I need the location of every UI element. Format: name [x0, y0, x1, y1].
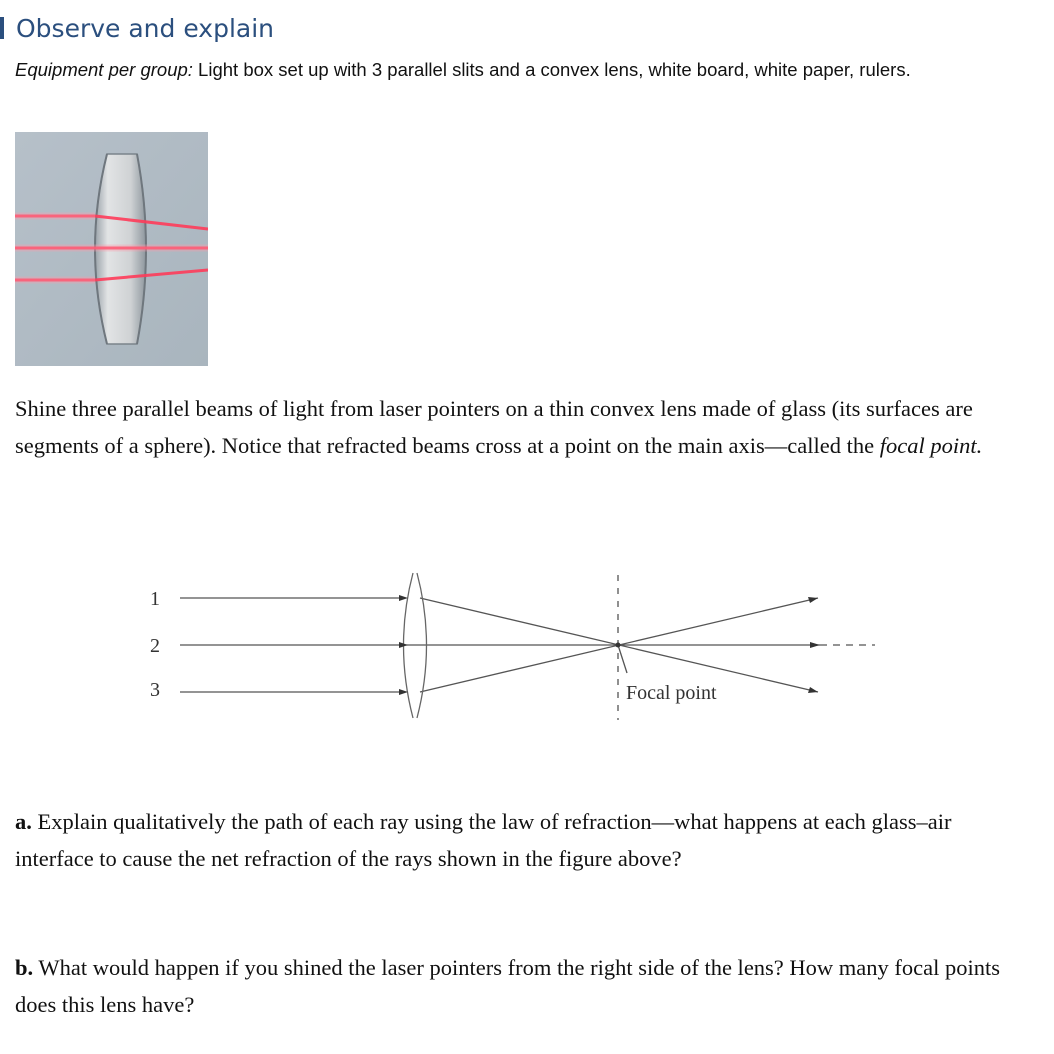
ray-diagram-svg [140, 565, 900, 725]
page-title: Observe and explain [16, 13, 274, 43]
intro-text: Shine three parallel beams of light from laser pointers on a thin convex lens made of glass (its surfaces are segments of a sphere). Notice that refracted beams cross at a point on the main axis—called the [15, 396, 973, 458]
question-b-label: b. [15, 955, 34, 980]
question-a-text: Explain qualitatively the path of each ray using the law of refraction—what happens at each glass–air interface to cause the net refraction of the rays shown in the figure above? [15, 809, 952, 871]
question-b-text: What would happen if you shined the laser pointers from the right side of the lens? How many focal points does this lens have? [15, 955, 1001, 1017]
section-heading [0, 8, 274, 48]
ray-label-3: 3 [150, 679, 160, 701]
focal-point-label: Focal point [626, 682, 717, 704]
ray-label-1: 1 [150, 588, 160, 610]
ray-diagram [140, 565, 900, 725]
question-a-label: a. [15, 809, 32, 834]
question-b [15, 949, 1025, 1023]
intro-paragraph [15, 390, 1025, 464]
heading-marker [0, 17, 4, 39]
equipment-label: Equipment per group: [15, 59, 193, 80]
equipment-text: Light box set up with 3 parallel slits and a convex lens, white board, white paper, rulers. [192, 59, 911, 80]
lens-photo [15, 132, 208, 366]
focal-point-term: focal point. [879, 433, 983, 458]
ray-label-2: 2 [150, 635, 160, 657]
lens-photo-image [15, 132, 208, 366]
equipment-paragraph [15, 54, 1015, 85]
question-a [15, 803, 1025, 877]
